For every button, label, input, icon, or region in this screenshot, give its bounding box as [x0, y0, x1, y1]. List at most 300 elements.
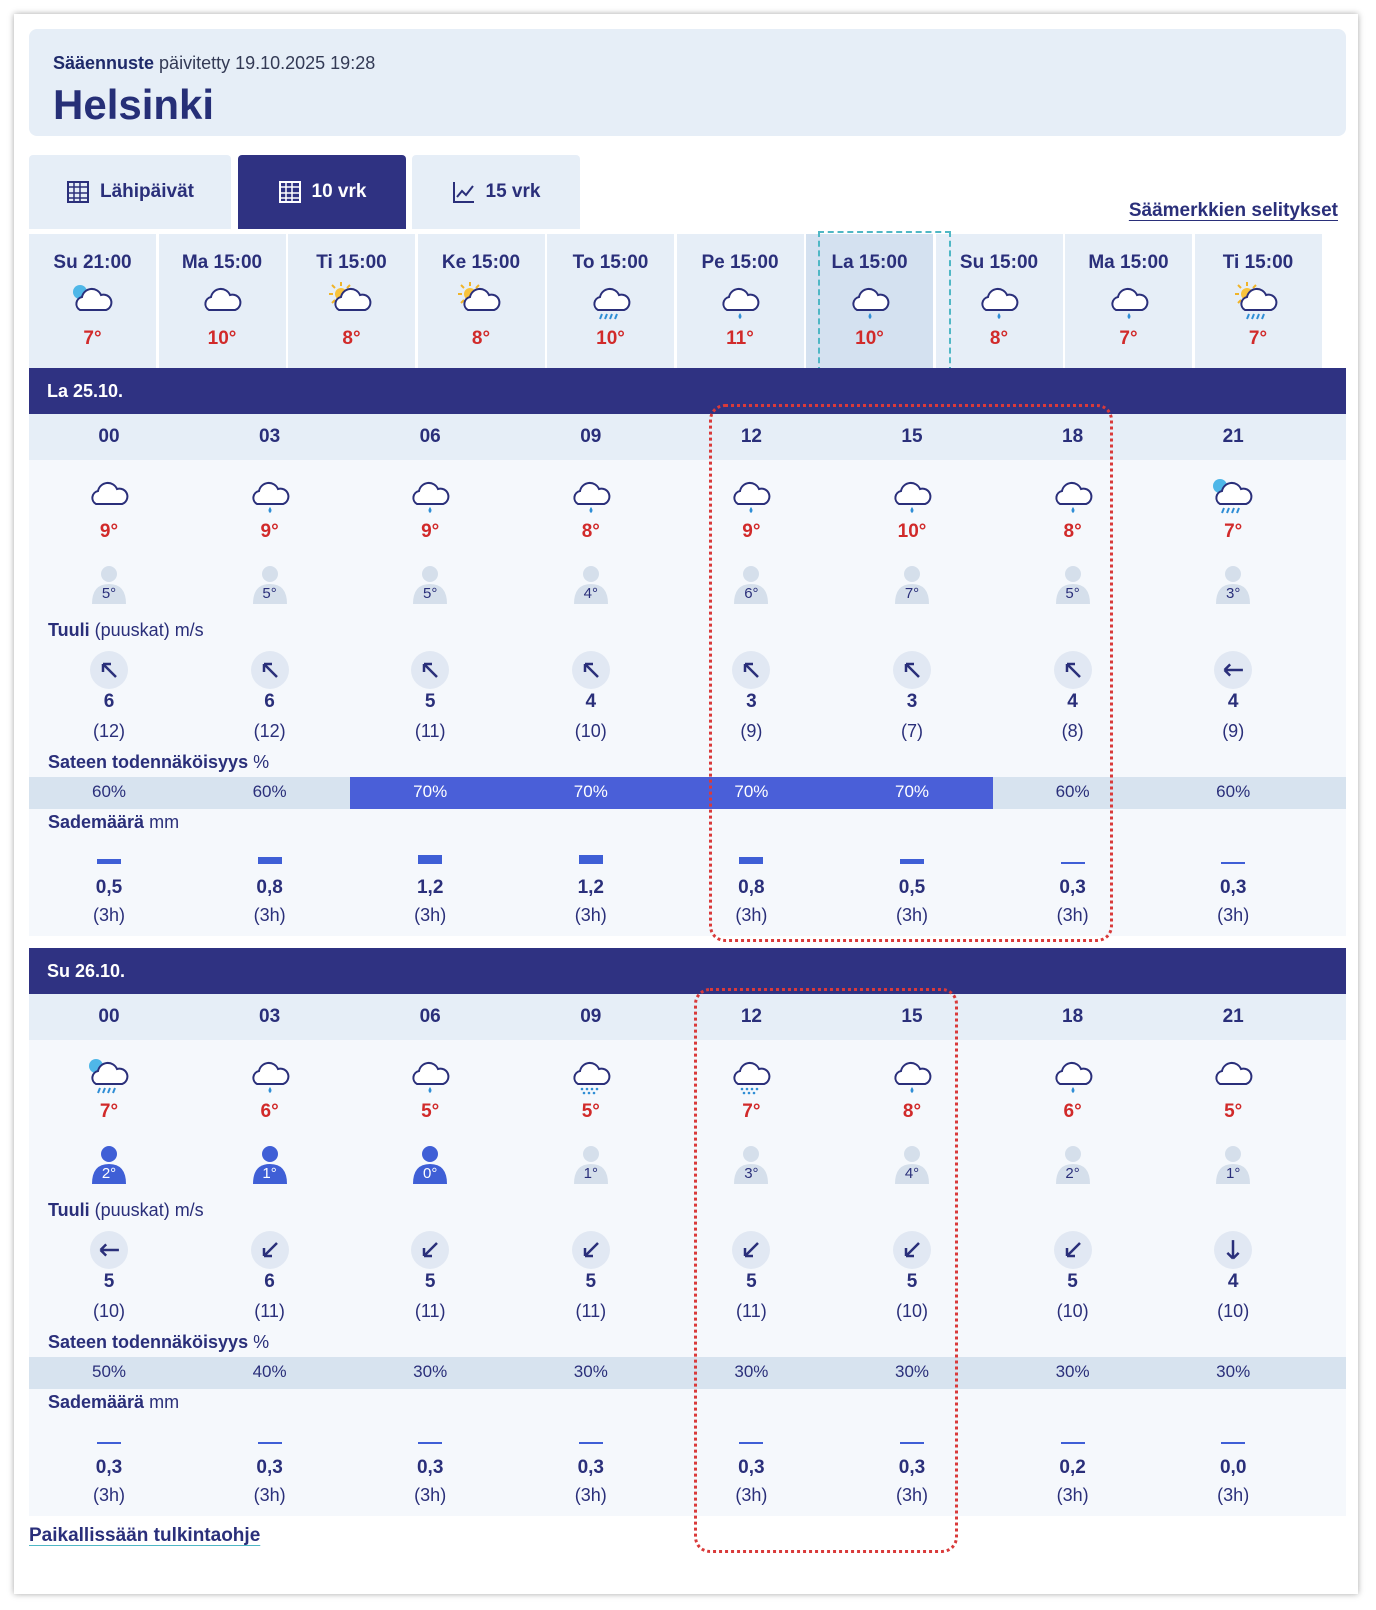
cloud-rain-icon [1048, 1054, 1098, 1098]
precip-amount: 0,8 [738, 877, 765, 898]
cloud-icon [84, 474, 134, 518]
precip-period: (3h) [253, 905, 286, 925]
wind-speed: 5 [424, 691, 436, 712]
hour-weather-symbol [830, 474, 994, 523]
hour-label: 06 [419, 426, 441, 447]
wind-gust: (11) [575, 1301, 607, 1321]
wind-speed: 3 [746, 691, 757, 712]
wind-direction [1151, 651, 1315, 689]
wind-arrow-w-icon [1222, 659, 1244, 681]
day-label: To 15:00 [572, 252, 649, 273]
day-label: Su 15:00 [959, 252, 1039, 273]
hour-label: 03 [259, 426, 281, 447]
precip-probability-label: Sateen todennäköisyys % [48, 1332, 270, 1352]
wind-arrow-nw-icon [259, 659, 281, 681]
precip-bar [669, 1442, 833, 1444]
precip-amount: 0,0 [1219, 1457, 1247, 1478]
wind-arrow-sw-icon [419, 1239, 441, 1261]
precip-bar [27, 859, 191, 864]
precip-probability: 60% [252, 782, 287, 801]
wind-arrow-sw-icon [901, 1239, 923, 1261]
precip-period: (3h) [735, 905, 768, 925]
precip-probability: 30% [894, 1362, 930, 1381]
feels-like-person-icon: 1° [1213, 1144, 1253, 1184]
precip-period: (3h) [253, 1485, 286, 1505]
hour-weather-symbol [991, 474, 1155, 523]
precip-probability: 30% [413, 1362, 448, 1381]
wind-gust: (10) [895, 1301, 928, 1321]
wind-direction [830, 651, 994, 689]
hour-column [27, 426, 191, 448]
wind-speed: 4 [1227, 691, 1239, 712]
sun-cloud-icon [327, 280, 377, 324]
wind-direction [669, 651, 833, 689]
day-label: Ma 15:00 [1088, 252, 1169, 273]
hour-temperature: 8° [581, 521, 600, 542]
feels-like-person-icon: 2° [89, 1144, 129, 1184]
day-title: La 25.10. [47, 380, 124, 401]
feels-like-person-icon: 4° [892, 1144, 932, 1184]
hour-column [1151, 1006, 1315, 1028]
wind-speed: 5 [1067, 1271, 1078, 1292]
moon-cloud-icon [68, 280, 118, 324]
wind-gust: (10) [1056, 1301, 1089, 1321]
feels-like [348, 564, 512, 604]
wind-direction [27, 651, 191, 689]
hour-weather-symbol [830, 1054, 994, 1103]
wind-gust: (10) [574, 721, 607, 741]
day-label: Su 21:00 [53, 252, 132, 273]
day-tab-9[interactable] [1195, 234, 1322, 368]
wind-speed: 5 [585, 1271, 597, 1292]
precip-bar [188, 1442, 352, 1444]
tab-label: Lähipäivät [100, 181, 194, 202]
wind-speed: 4 [1067, 691, 1078, 712]
wind-arrow-sw-icon [259, 1239, 281, 1261]
precip-bar [348, 855, 512, 864]
feels-like-person-icon: 5° [89, 564, 129, 604]
wind-speed: 6 [103, 691, 115, 712]
precip-probability: 30% [1055, 1362, 1090, 1381]
wind-speed: 4 [585, 691, 597, 712]
wind-direction [348, 651, 512, 689]
hour-weather-symbol [509, 1054, 673, 1103]
precip-bar [830, 859, 994, 864]
feels-like [669, 1144, 833, 1184]
weather-symbol [1195, 280, 1322, 324]
precip-amount: 0,3 [256, 1457, 283, 1478]
moon-cloud-showers-icon [84, 1054, 134, 1098]
wind-direction [188, 651, 352, 689]
feels-like-person-icon: 6° [731, 564, 771, 604]
hour-label: 21 [1222, 1006, 1244, 1027]
day-label: Ti 15:00 [1222, 252, 1294, 273]
precip-bar [188, 857, 352, 864]
feels-like-person-icon: 5° [250, 564, 290, 604]
hour-column [188, 1006, 352, 1028]
hour-label: 12 [740, 426, 762, 447]
cloud-rain-icon [887, 474, 937, 518]
hour-column [669, 426, 833, 448]
feels-like-person-icon: 7° [892, 564, 932, 604]
hour-label: 18 [1062, 1006, 1084, 1027]
day-tab-5[interactable] [677, 234, 804, 368]
cloud-icon [197, 280, 247, 324]
wind-direction [669, 1231, 833, 1269]
feels-like-person-icon: 4° [571, 564, 611, 604]
cloud-rain-icon [887, 1054, 937, 1098]
precip-period: (3h) [1056, 905, 1089, 925]
hour-label: 03 [259, 1006, 281, 1027]
hour-column [509, 1006, 673, 1028]
hour-temperature: 5° [1224, 1101, 1243, 1122]
hour-temperature: 6° [260, 1101, 279, 1122]
wind-direction [509, 1231, 673, 1269]
wind-gust: (10) [92, 1301, 125, 1321]
day-temperature: 10° [596, 328, 625, 349]
page-title: Helsinki [53, 81, 215, 128]
cloud-rain-icon [1048, 474, 1098, 518]
day-temperature: 8° [342, 328, 361, 349]
hour-column [27, 1006, 191, 1028]
precip-amount: 0,3 [1059, 877, 1086, 898]
interpretation-guide-link[interactable]: Paikallissään tulkintaohje [29, 1525, 261, 1546]
precip-amount: 1,2 [416, 877, 444, 898]
feels-like-person-icon: 1° [571, 1144, 611, 1184]
weather-symbol [677, 280, 804, 324]
precip-probability: 60% [91, 782, 127, 801]
hour-column [509, 426, 673, 448]
precip-probability: 60% [1216, 782, 1251, 801]
day-tab-0[interactable] [29, 234, 156, 368]
hour-column [830, 426, 994, 448]
wind-arrow-nw-icon [98, 659, 120, 681]
wind-direction [27, 1231, 191, 1269]
feels-like-person-icon: 3° [731, 1144, 771, 1184]
precip-bar [1151, 862, 1315, 864]
cloud-rain-icon [726, 474, 776, 518]
precip-amount: 0,5 [95, 877, 123, 898]
precip-amount: 1,2 [577, 877, 604, 898]
wind-gust: (10) [1217, 1301, 1250, 1321]
hour-temperature: 8° [1063, 521, 1082, 542]
wind-speed: 5 [424, 1271, 436, 1292]
hour-weather-symbol [509, 474, 673, 523]
day-title: Su 26.10. [47, 960, 126, 981]
precip-amount: 0,2 [1059, 1457, 1086, 1478]
wind-arrow-sw-icon [1062, 1239, 1084, 1261]
weather-symbol [159, 280, 286, 324]
tab-10-vrk[interactable] [238, 155, 406, 229]
feels-like [509, 1144, 673, 1184]
hour-temperature: 9° [421, 521, 440, 542]
hour-column [348, 1006, 512, 1028]
feels-like-person-icon: 0° [410, 1144, 450, 1184]
precip-probability: 70% [734, 782, 769, 801]
calendar-grid-icon [66, 180, 90, 204]
hour-column [348, 426, 512, 448]
wind-speed: 6 [264, 691, 275, 712]
feels-like [669, 564, 833, 604]
precip-amount: 0,3 [416, 1457, 444, 1478]
day-temperature: 11° [726, 328, 754, 349]
wind-arrow-nw-icon [1062, 659, 1084, 681]
precip-period: (3h) [895, 905, 928, 925]
precip-amount: 0,3 [95, 1457, 123, 1478]
hour-column [830, 1006, 994, 1028]
hour-temperature: 5° [581, 1101, 600, 1122]
hour-weather-symbol [188, 1054, 352, 1103]
weather-symbol [806, 280, 933, 324]
feels-like [188, 564, 352, 604]
wind-direction [991, 651, 1155, 689]
precip-bar [991, 1442, 1155, 1444]
cloud-rain-icon [566, 474, 616, 518]
precip-probability: 30% [734, 1362, 769, 1381]
cloud-showers-icon [586, 280, 636, 324]
tab-15-vrk[interactable] [412, 155, 580, 229]
feels-like [991, 564, 1155, 604]
day-label: La 15:00 [831, 252, 908, 273]
day-header-bar [29, 948, 1346, 994]
feels-like-person-icon: 3° [1213, 564, 1253, 604]
precip-amount: 0,8 [256, 877, 283, 898]
wind-speed: 5 [103, 1271, 115, 1292]
day-tab-8[interactable] [1065, 234, 1192, 368]
day-temperature: 7° [83, 328, 102, 349]
hour-column [669, 1006, 833, 1028]
hour-label: 18 [1062, 426, 1084, 447]
precip-amount: 0,3 [898, 1457, 926, 1478]
hour-weather-symbol [27, 1054, 191, 1103]
day-tab-6[interactable] [806, 234, 933, 368]
wind-arrow-sw-icon [740, 1239, 762, 1261]
day-tab-1[interactable] [159, 234, 286, 368]
hour-weather-symbol [348, 474, 512, 523]
wind-speed: 4 [1227, 1271, 1239, 1292]
day-temperature: 8° [989, 328, 1009, 349]
hour-column [991, 1006, 1155, 1028]
day-temperature: 7° [1248, 328, 1268, 349]
precip-bar [991, 862, 1155, 864]
wind-arrow-sw-icon [580, 1239, 602, 1261]
precip-probability: 60% [1055, 782, 1090, 801]
precip-amount: 0,3 [1219, 877, 1247, 898]
day-tab-2[interactable] [288, 234, 415, 368]
wind-speed: 5 [906, 1271, 918, 1292]
hour-weather-symbol [348, 1054, 512, 1103]
cloud-icon [1208, 1054, 1258, 1098]
hour-label: 00 [98, 426, 120, 447]
cloud-rain-icon [1104, 280, 1154, 324]
precip-probability: 40% [252, 1362, 287, 1381]
wind-gust: (9) [740, 721, 763, 741]
wind-speed: 3 [906, 691, 918, 712]
wind-gust: (8) [1061, 721, 1084, 741]
day-header-bar [29, 368, 1346, 414]
wind-gust: (11) [736, 1301, 767, 1321]
precip-period: (3h) [735, 1485, 768, 1505]
wind-speed: 6 [264, 1271, 275, 1292]
hour-temperature: 8° [902, 1101, 922, 1122]
precip-probability: 70% [413, 782, 448, 801]
hour-label: 12 [740, 1006, 762, 1027]
hour-temperature: 5° [421, 1101, 440, 1122]
wind-label: Tuuli (puuskat) m/s [48, 1200, 204, 1220]
hour-temperature: 9° [742, 521, 761, 542]
day-tab-4[interactable] [547, 234, 674, 368]
feels-like [830, 1144, 994, 1184]
wind-gust: (11) [414, 721, 446, 741]
sun-cloud-icon [456, 280, 506, 324]
precip-probability: 70% [894, 782, 930, 801]
day-label: Pe 15:00 [701, 252, 779, 273]
hour-temperature: 9° [260, 521, 279, 542]
tab-lahipaivat[interactable] [29, 155, 231, 229]
precip-period: (3h) [92, 1485, 125, 1505]
precip-period: (3h) [574, 1485, 607, 1505]
wind-direction [991, 1231, 1155, 1269]
precip-bar [348, 1442, 512, 1444]
wind-direction [830, 1231, 994, 1269]
hour-weather-symbol [991, 1054, 1155, 1103]
feels-like [1151, 564, 1315, 604]
day-label: Ti 15:00 [316, 252, 387, 273]
precip-bar [669, 857, 833, 864]
precip-probability: 30% [573, 1362, 608, 1381]
hour-weather-symbol [27, 474, 191, 523]
cloud-rain-icon [715, 280, 765, 324]
precip-amount: 0,3 [577, 1457, 604, 1478]
hour-weather-symbol [1151, 474, 1315, 523]
day-temperature: 10° [207, 328, 237, 349]
cloud-snow-icon [726, 1054, 776, 1098]
precip-period: (3h) [92, 905, 125, 925]
wind-arrow-w-icon [98, 1239, 120, 1261]
hour-label: 15 [901, 426, 923, 447]
wind-arrow-nw-icon [419, 659, 441, 681]
precip-period: (3h) [414, 1485, 447, 1505]
feels-like [991, 1144, 1155, 1184]
wind-gust: (11) [414, 1301, 446, 1321]
feels-like [1151, 1144, 1315, 1184]
weather-symbol [418, 280, 545, 324]
precip-period: (3h) [895, 1485, 928, 1505]
feels-like [348, 1144, 512, 1184]
precip-bar [509, 1442, 673, 1444]
feels-like [509, 564, 673, 604]
day-tab-7[interactable] [936, 234, 1063, 368]
wind-gust: (12) [253, 721, 286, 741]
wind-arrow-s-icon [1222, 1239, 1244, 1261]
calendar-grid-icon [278, 180, 302, 204]
hour-weather-symbol [1151, 1054, 1315, 1103]
hour-column [188, 426, 352, 448]
day-label: Ma 15:00 [181, 252, 263, 273]
wind-gust: (7) [901, 721, 923, 741]
wind-label: Tuuli (puuskat) m/s [48, 620, 204, 640]
cloud-rain-icon [405, 474, 455, 518]
hour-temperature: 7° [99, 1101, 119, 1122]
symbol-legend-link[interactable]: Säämerkkien selitykset [1128, 200, 1338, 221]
precip-period: (3h) [1217, 1485, 1250, 1505]
precip-probability: 50% [91, 1362, 127, 1381]
precip-amount: 0,3 [738, 1457, 765, 1478]
feels-like [188, 1144, 352, 1184]
weather-symbol [547, 280, 674, 324]
wind-arrow-nw-icon [740, 659, 762, 681]
weather-symbol [288, 280, 415, 324]
hour-label: 21 [1222, 426, 1244, 447]
day-tab-3[interactable] [418, 234, 545, 368]
hour-temperature: 6° [1063, 1101, 1082, 1122]
cloud-rain-icon [974, 280, 1024, 324]
precip-period: (3h) [414, 905, 447, 925]
sun-cloud-showers-icon [1233, 280, 1283, 324]
feels-like-person-icon: 5° [410, 564, 450, 604]
cloud-rain-icon [405, 1054, 455, 1098]
hour-label: 09 [580, 426, 602, 447]
forecast-header [29, 29, 1346, 136]
hour-temperature: 7° [1224, 521, 1243, 542]
hour-label: 09 [580, 1006, 602, 1027]
wind-gust: (12) [92, 721, 125, 741]
day-temperature: 10° [855, 328, 884, 349]
precip-probability: 30% [1216, 1362, 1251, 1381]
hour-column [1151, 426, 1315, 448]
feels-like-person-icon: 5° [1053, 564, 1093, 604]
day-temperature: 8° [471, 328, 491, 349]
hour-weather-symbol [669, 474, 833, 523]
day-temperature: 7° [1119, 328, 1138, 349]
hour-temperature: 9° [99, 521, 119, 542]
precip-period: (3h) [574, 905, 607, 925]
feels-like [830, 564, 994, 604]
hour-temperature: 10° [897, 521, 927, 542]
hour-label: 15 [901, 1006, 923, 1027]
precip-amount-label: Sademäärä mm [48, 812, 180, 832]
hour-column [991, 426, 1155, 448]
day-selector-strip [29, 234, 1346, 368]
wind-direction [1151, 1231, 1315, 1269]
moon-cloud-showers-icon [1208, 474, 1258, 518]
wind-arrow-nw-icon [580, 659, 602, 681]
line-chart-icon [452, 180, 476, 204]
hour-weather-symbol [669, 1054, 833, 1103]
precip-probability: 70% [573, 782, 608, 801]
tab-label: 10 vrk [311, 181, 367, 202]
precip-period: (3h) [1056, 1485, 1089, 1505]
cloud-rain-icon [245, 1054, 295, 1098]
precip-bar [830, 1442, 994, 1444]
cloud-rain-icon [845, 280, 895, 324]
wind-direction [188, 1231, 352, 1269]
precip-bar [27, 1442, 191, 1444]
day-label: Ke 15:00 [441, 252, 521, 273]
wind-gust: (11) [254, 1301, 285, 1321]
cloud-snow-icon [566, 1054, 616, 1098]
weather-symbol [29, 280, 156, 324]
cloud-rain-icon [245, 474, 295, 518]
updated-timestamp: Sääennuste päivitetty 19.10.2025 19:28 [53, 53, 376, 73]
precip-amount: 0,5 [898, 877, 926, 898]
precip-period: (3h) [1217, 905, 1250, 925]
precip-probability-label: Sateen todennäköisyys % [48, 752, 270, 772]
precip-amount-label: Sademäärä mm [48, 1392, 180, 1412]
wind-speed: 5 [746, 1271, 757, 1292]
wind-gust: (9) [1222, 721, 1245, 741]
feels-like-person-icon: 1° [250, 1144, 290, 1184]
